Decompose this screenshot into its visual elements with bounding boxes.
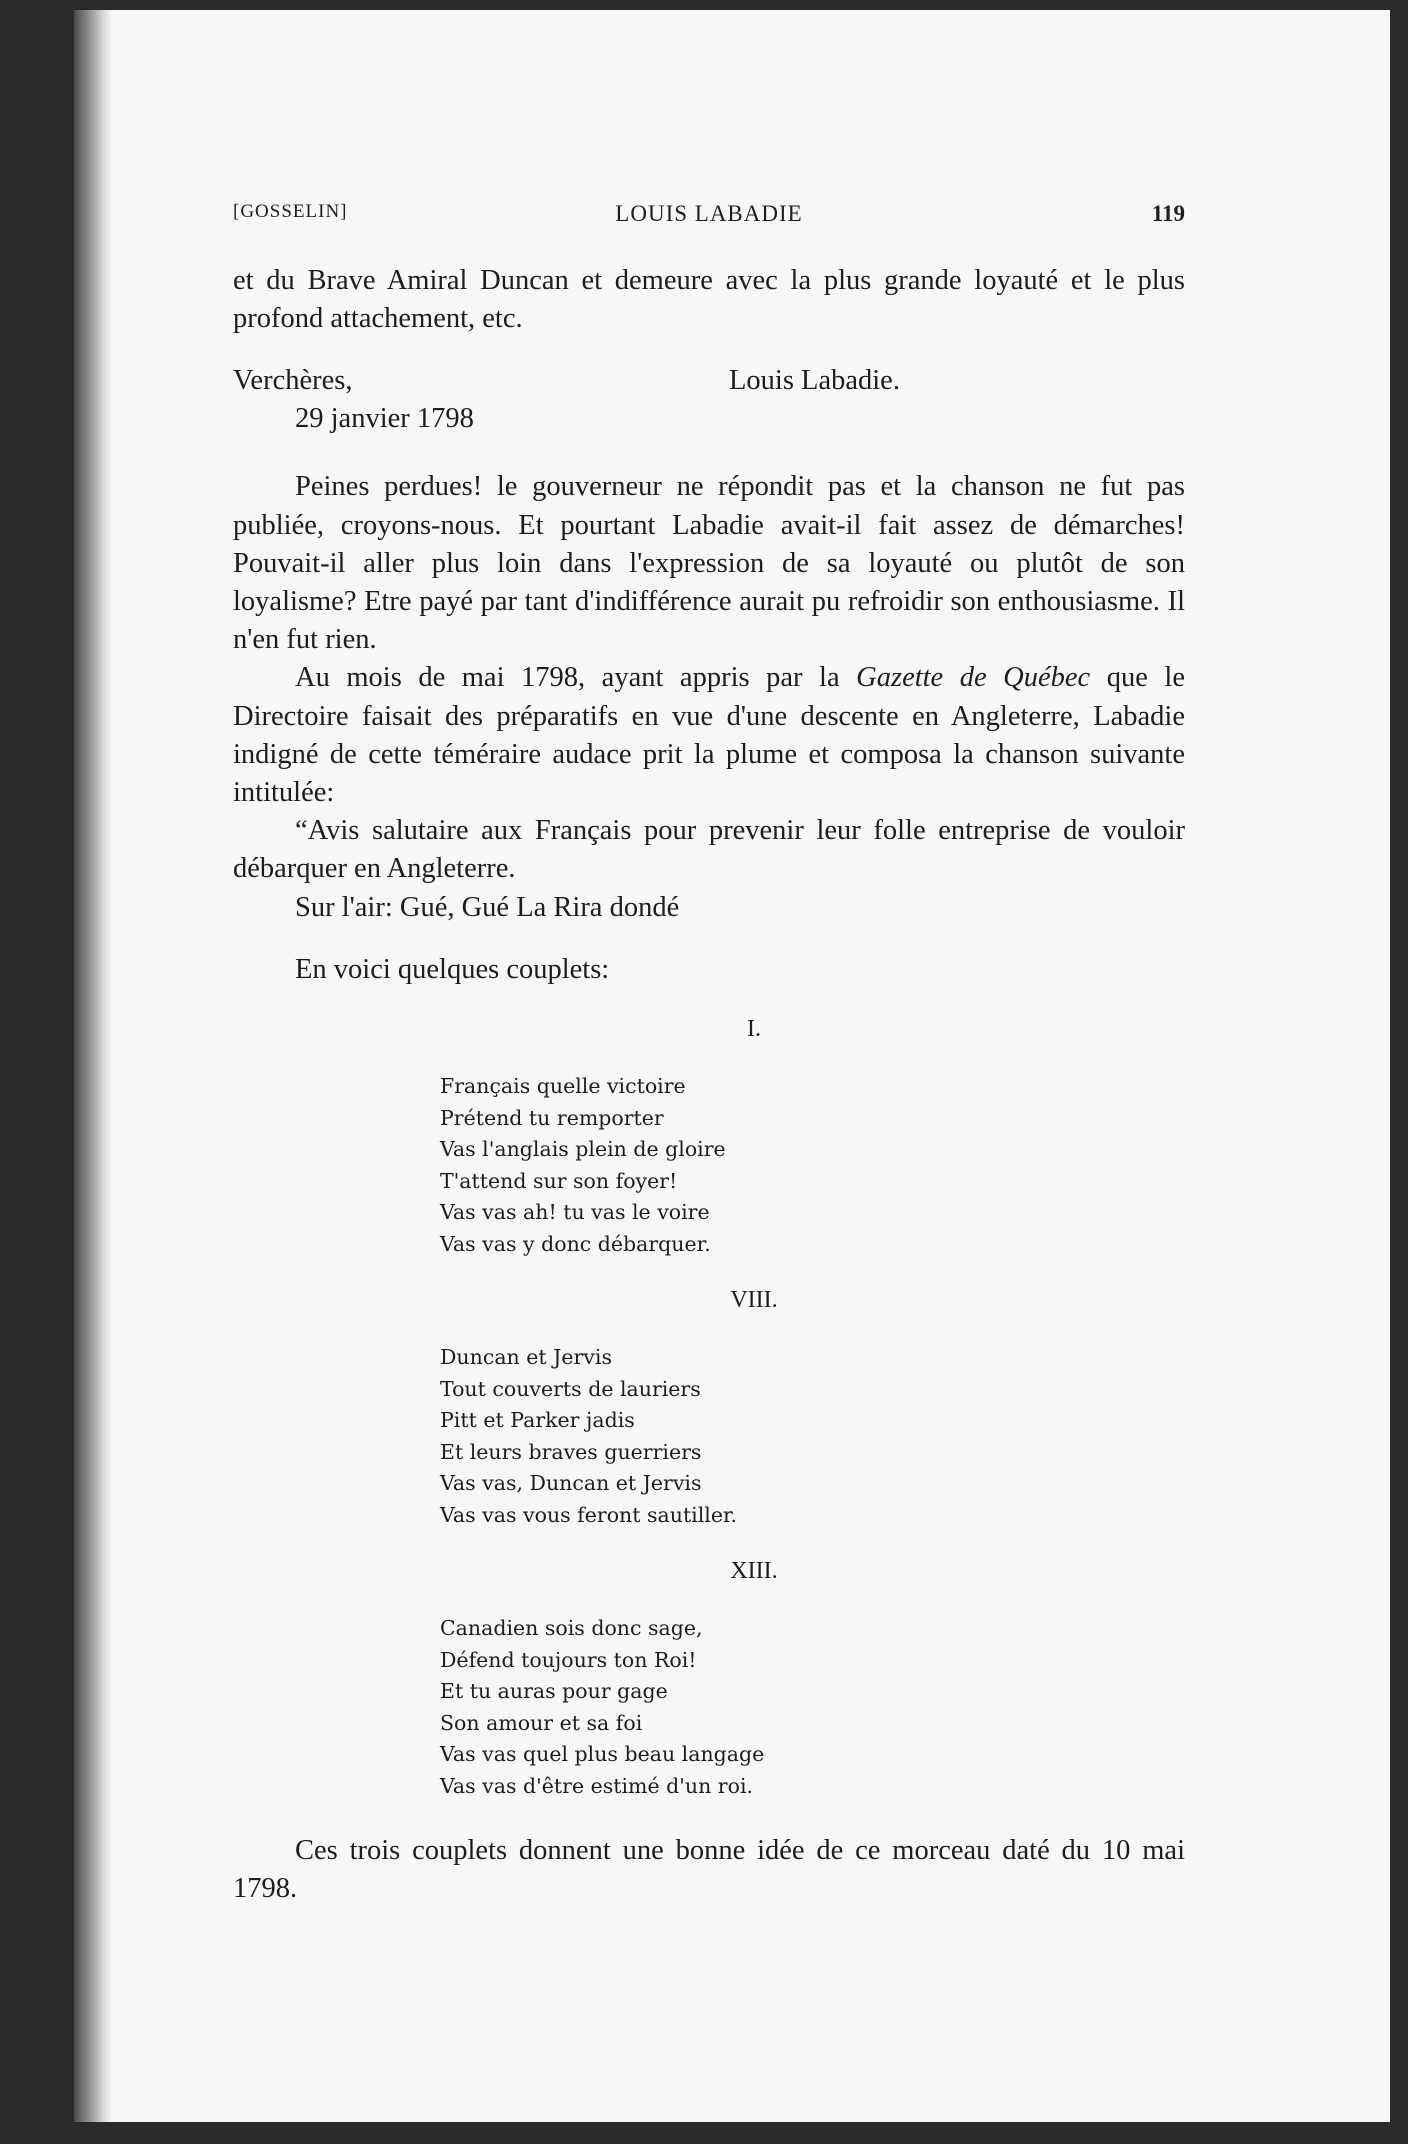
- signature-date: 29 janvier 1798: [295, 403, 474, 435]
- stanza: [233, 1555, 1185, 1802]
- verse-line: Son amour et sa foi: [440, 1710, 643, 1735]
- paragraph-letter-end: et du Brave Amiral Duncan et demeure avec la plus grande loyauté et le plus profond attachement, etc.: [233, 265, 1185, 335]
- signature-place: Verchères,: [233, 365, 353, 397]
- page-number: 119: [1151, 201, 1185, 226]
- verse-line: Vas vas ah! tu vas le voire: [440, 1200, 710, 1225]
- verse-line: Vas vas vous feront sautiller.: [440, 1502, 738, 1527]
- verse-line: Prétend tu remporter: [440, 1105, 664, 1130]
- header-author: [GOSSELIN]: [233, 201, 348, 222]
- verse-line: Et tu auras pour gage: [440, 1679, 668, 1704]
- paragraph-conclusion: Ces trois couplets donnent une bonne idée de ce morceau daté du 10 mai 1798.: [233, 1835, 1185, 1905]
- verse-line: Vas l'anglais plein de gloire: [440, 1137, 726, 1162]
- stanza-lines: [440, 1342, 1185, 1531]
- stanza-lines: [440, 1071, 1185, 1260]
- verse-line: Et leurs braves guerriers: [440, 1439, 702, 1464]
- running-header: [233, 201, 1185, 237]
- verse-line: T'attend sur son foyer!: [440, 1168, 678, 1193]
- stanza-numeral: VIII.: [730, 1287, 778, 1314]
- stanza: [233, 1284, 1185, 1531]
- stanza-numeral: I.: [747, 1016, 761, 1043]
- stanza-numeral: XIII.: [730, 1558, 778, 1585]
- header-title: LOUIS LABADIE: [615, 201, 803, 226]
- paragraph-mai-1798: Au mois de mai 1798, ayant appris par la Gazette de Québec que le Directoire faisait des préparatifs en vue d'une descente en Angleterre, Labadie indigné de cette téméraire audace prit la plume et composa la chanson suivante intitulée:: [233, 662, 1185, 809]
- verse-line: Tout couverts de lauriers: [440, 1376, 701, 1401]
- verse-line: Vas vas, Duncan et Jervis: [440, 1471, 702, 1496]
- verse-line: Vas vas d'être estimé d'un roi.: [440, 1773, 754, 1798]
- verse-line: Vas vas quel plus beau langage: [440, 1742, 765, 1767]
- letter-signature: [233, 362, 1185, 438]
- verse-line: Duncan et Jervis: [440, 1345, 612, 1370]
- paragraph-song-title: “Avis salutaire aux Français pour prevenir leur folle entreprise de vouloir débarquer en Angleterre.: [233, 815, 1185, 885]
- paragraph-couplets-intro: En voici quelques couplets:: [295, 953, 610, 985]
- stanza-lines: [440, 1613, 1185, 1802]
- paragraph-air: Sur l'air: Gué, Gué La Rira dondé: [295, 891, 680, 923]
- verse-line: Pitt et Parker jadis: [440, 1408, 635, 1433]
- book-gutter: [74, 10, 112, 2122]
- stanza: [233, 1013, 1185, 1260]
- verse-line: Canadien sois donc sage,: [440, 1616, 703, 1641]
- verse-line: Français quelle victoire: [440, 1074, 686, 1099]
- page-body: [233, 262, 1185, 1908]
- verse-line: Défend toujours ton Roi!: [440, 1647, 697, 1672]
- gazette-title: Gazette de Québec: [856, 662, 1091, 694]
- paragraph-peines-perdues: Peines perdues! le gouverneur ne répondit pas et la chanson ne fut pas publiée, croyons-nous. Et pourtant Labadie avait-il fait assez de démarches! Pouvait-il aller plus loin dans l'expression de sa loyauté ou plutôt de son loyalisme? Etre payé par tant d'indifférence aurait pu refroidir son enthousiasme. Il n'en fut rien.: [233, 471, 1185, 656]
- signature-name: Louis Labadie.: [729, 365, 900, 397]
- verse-line: Vas vas y donc débarquer.: [440, 1231, 711, 1256]
